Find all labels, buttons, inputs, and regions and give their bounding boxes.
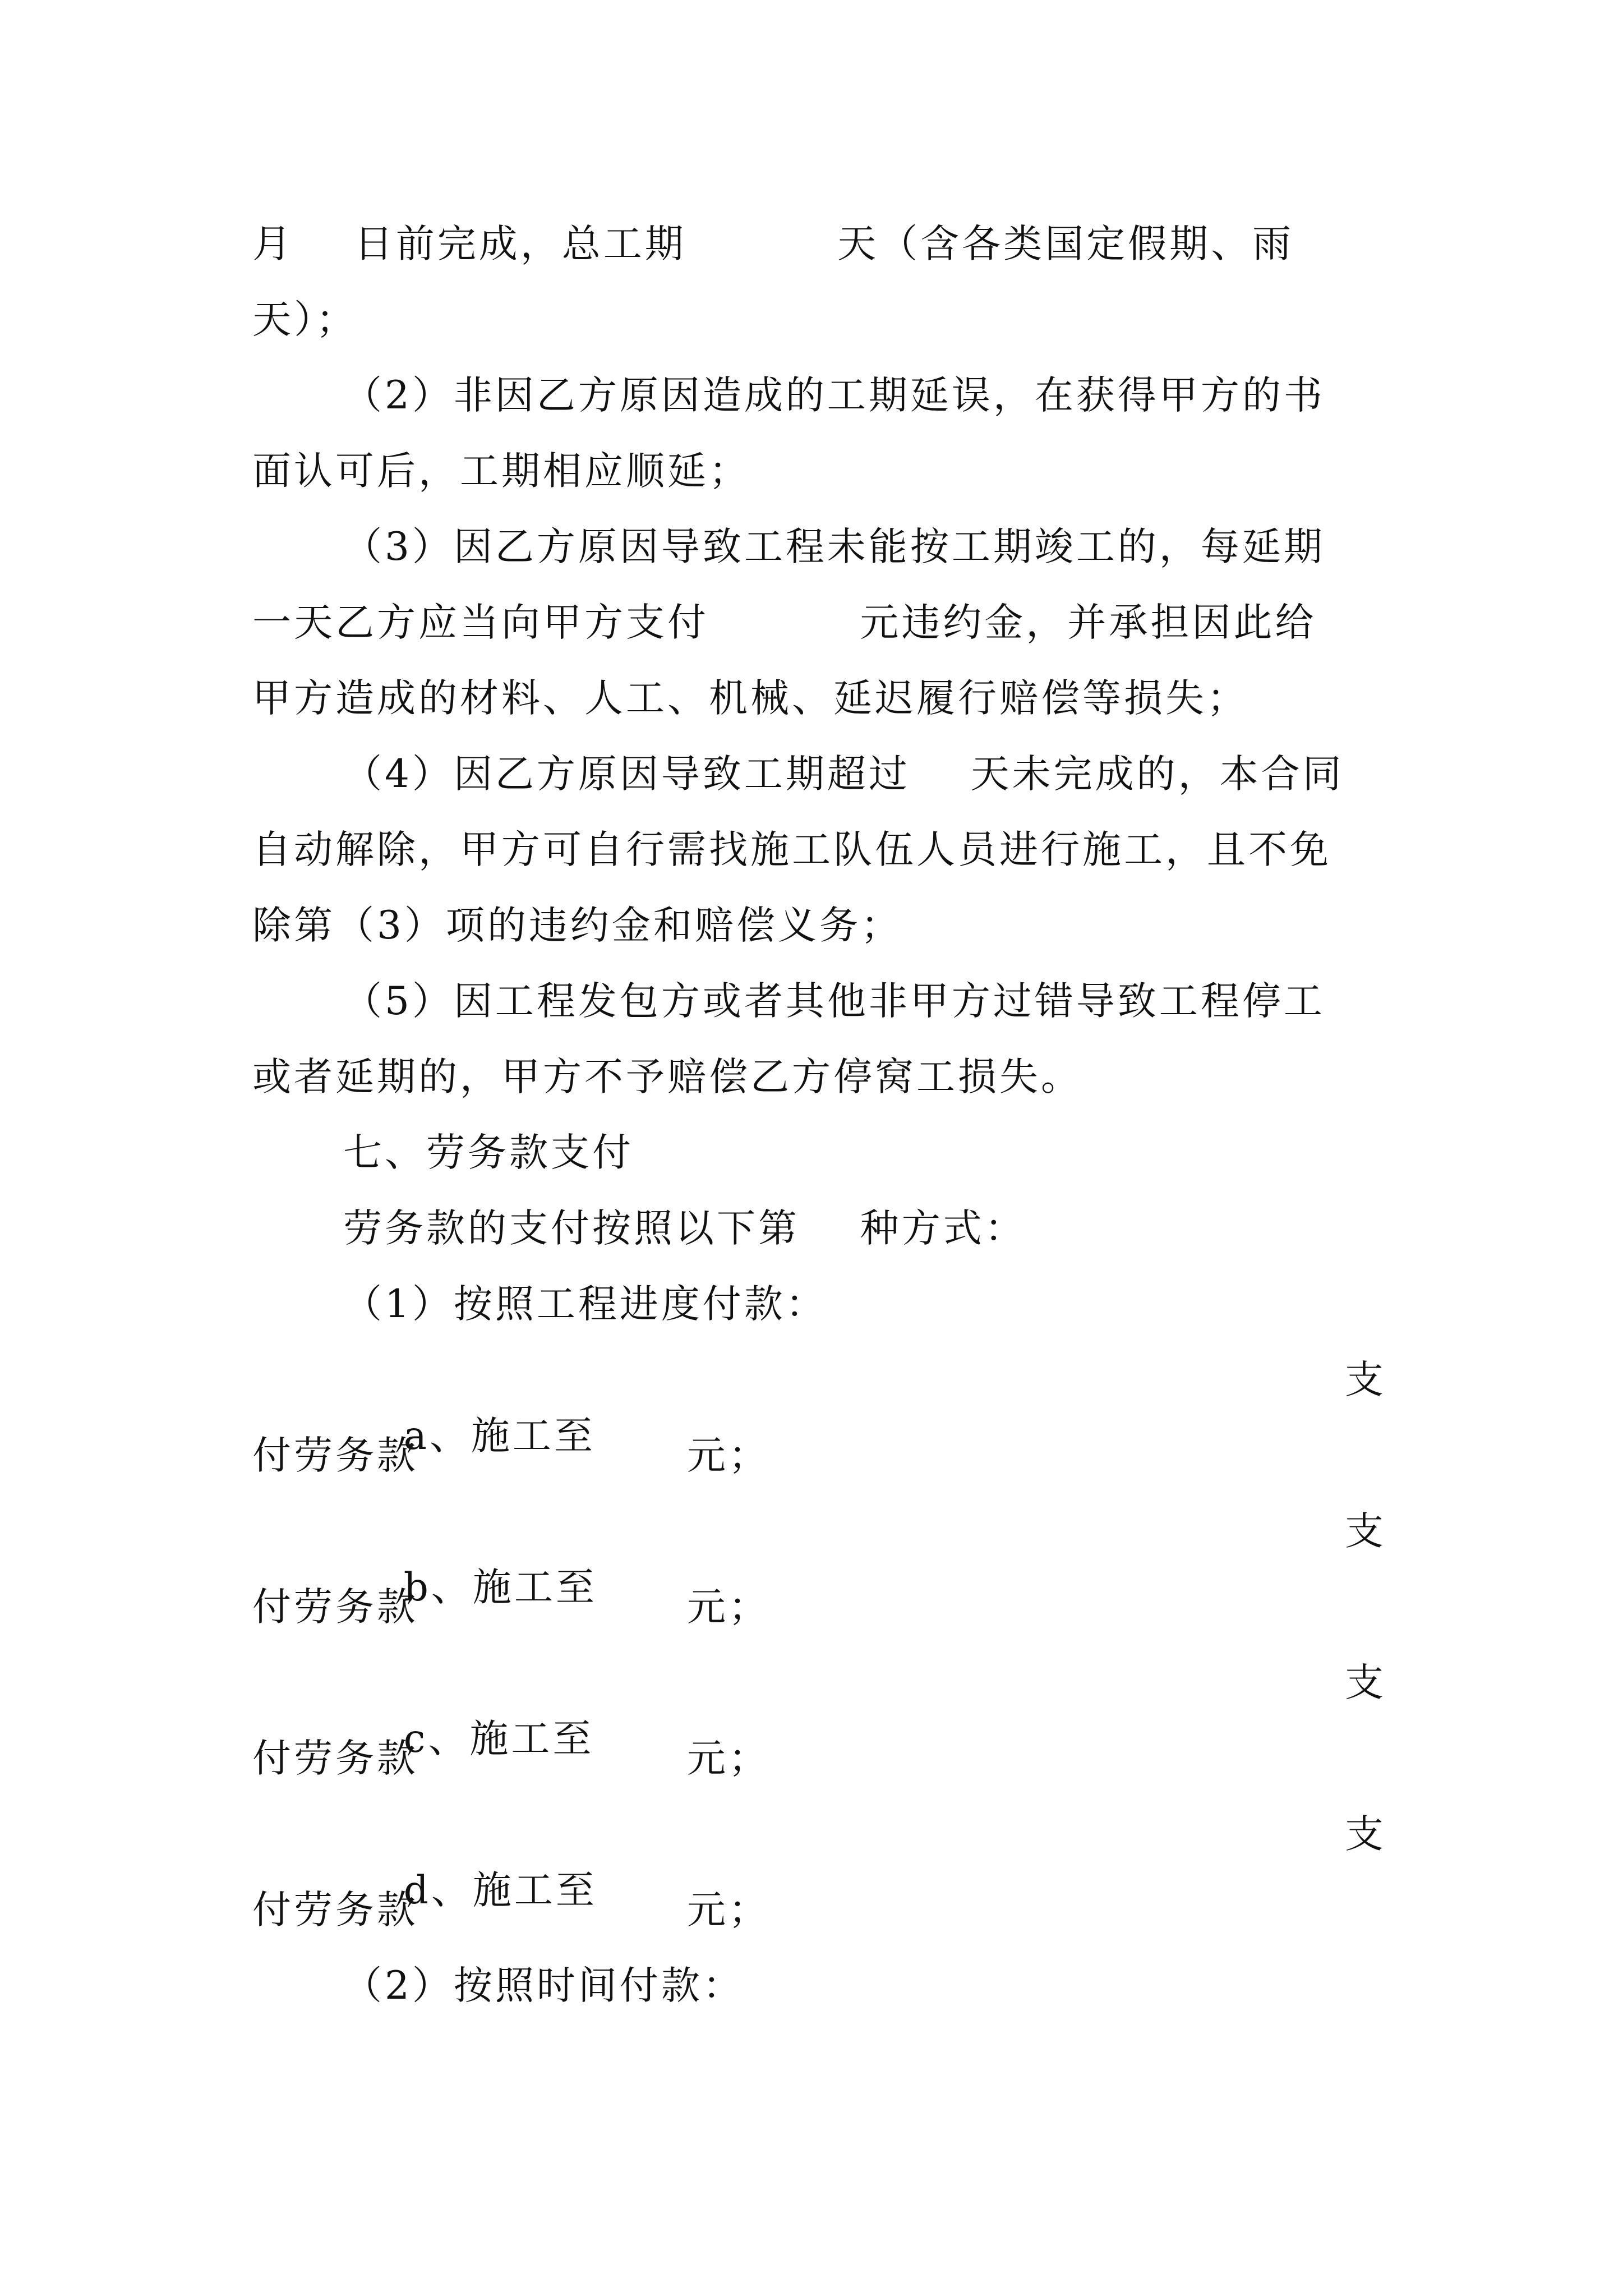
payment-item-unit: 元； (687, 1736, 770, 1781)
paragraph-5-line-1: （5）因工程发包方或者其他非甲方过错导致工程停工 (343, 979, 1325, 1024)
payment-item-text: 付劳务款 (252, 1433, 418, 1478)
payment-item-suffix: 支 (1345, 1358, 1386, 1402)
section-heading: 七、劳务款支付 (343, 1130, 634, 1175)
payment-item-suffix: 支 (1345, 1812, 1386, 1857)
payment-item-text: 付劳务款 (252, 1736, 418, 1781)
method-2-heading: （2）按照时间付款： (343, 1963, 744, 2008)
payment-item-label: a、施工至 (403, 1414, 596, 1458)
payment-item-suffix: 支 (1345, 1660, 1386, 1705)
payment-item-unit: 元； (687, 1433, 770, 1478)
payment-item-text: 付劳务款 (252, 1888, 418, 1932)
payment-item-label: b、施工至 (403, 1565, 597, 1610)
payment-item-suffix: 支 (1345, 1509, 1386, 1554)
paragraph-2-line-1: （2）非因乙方原因造成的工期延误，在获得甲方的书 (343, 373, 1325, 418)
paragraph-2-line-2: 面认可后，工期相应顺延； (252, 449, 750, 494)
paragraph-4-line-2: 自动解除，甲方可自行需找施工队伍人员进行施工，且不免 (252, 827, 1331, 872)
paragraph-3-line-2: 一天乙方应当向甲方支付 元违约金，并承担因此给 (252, 600, 1317, 645)
payment-item-label: c、施工至 (403, 1717, 594, 1761)
paragraph-4-line-1: （4）因乙方原因导致工期超过 天未完成的，本合同 (343, 752, 1344, 797)
payment-item-text: 付劳务款 (252, 1585, 418, 1630)
paragraph-3-line-3: 甲方造成的材料、人工、机械、延迟履行赔偿等损失； (252, 676, 1248, 721)
payment-item-label: d、施工至 (403, 1868, 597, 1913)
payment-item-unit: 元； (687, 1888, 770, 1932)
paragraph-4-line-3: 除第（3）项的违约金和赔偿义务； (252, 903, 902, 948)
text-line: 月 日前完成，总工期 天（含各类国定假期、雨 (252, 222, 1294, 266)
paragraph-3-line-1: （3）因乙方原因导致工程未能按工期竣工的，每延期 (343, 524, 1325, 569)
text-line: 天）； (252, 297, 358, 342)
payment-intro: 劳务款的支付按照以下第 种方式： (343, 1206, 1026, 1251)
paragraph-5-line-2: 或者延期的，甲方不予赔偿乙方停窝工损失。 (252, 1055, 1082, 1099)
payment-item-unit: 元； (687, 1585, 770, 1630)
method-1-heading: （1）按照工程进度付款： (343, 1282, 827, 1327)
